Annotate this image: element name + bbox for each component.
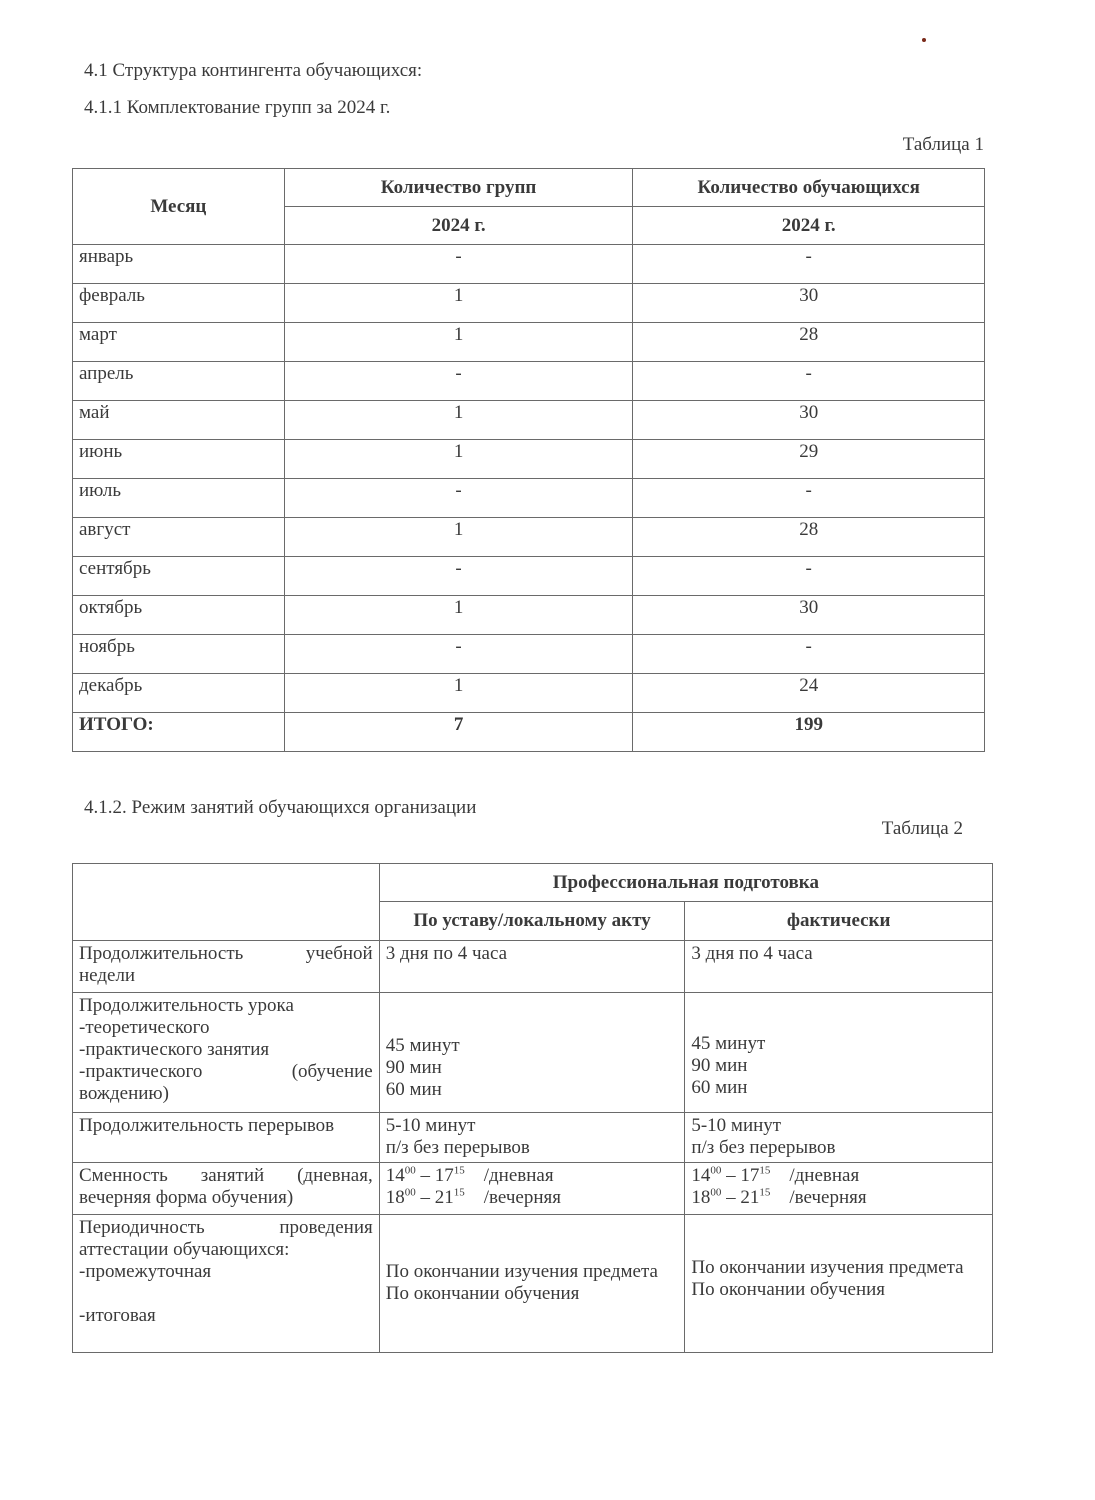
- table-caption-2: Таблица 2: [881, 818, 963, 839]
- lesson-label-1: Продолжительность урока: [79, 995, 294, 1016]
- students-cell: 30: [633, 401, 985, 440]
- groups-cell: 1: [284, 401, 633, 440]
- attestation-actual-1: По окончании изучения предмета: [691, 1257, 964, 1278]
- section-heading-2: 4.1.2. Режим занятий обучающихся организации: [84, 797, 477, 818]
- month-cell: ноябрь: [73, 635, 285, 674]
- breaks-charter-1: 5-10 минут: [385, 1115, 476, 1136]
- table-row: [73, 674, 985, 713]
- table-row: [73, 362, 985, 401]
- header-year-groups: 2024 г.: [284, 207, 633, 245]
- row-shifts: [73, 1163, 993, 1215]
- shift-evening-actual: $18^{00} - 21^{15}$ /вечерняя: [691, 1186, 867, 1208]
- row-week: [73, 941, 993, 993]
- row-attestation: [73, 1215, 993, 1353]
- value-breaks-actual: [685, 1113, 993, 1163]
- header-month: Месяц: [73, 169, 285, 245]
- lesson-actual-1: 45 минут: [691, 1033, 766, 1054]
- month-cell: август: [73, 518, 285, 557]
- header-students: Количество обучающихся: [633, 169, 985, 207]
- month-cell: сентябрь: [73, 557, 285, 596]
- month-cell: февраль: [73, 284, 285, 323]
- groups-cell: 1: [284, 518, 633, 557]
- lesson-charter-3: 60 мин: [385, 1079, 442, 1100]
- label-breaks: Продолжительность перерывов: [73, 1113, 380, 1163]
- groups-cell: 1: [284, 596, 633, 635]
- value-attestation-actual: [685, 1215, 993, 1353]
- label-shifts: Сменность занятий (дневная, вечерняя форма обучения): [73, 1163, 380, 1215]
- value-lesson-actual: [685, 993, 993, 1113]
- students-cell: 28: [633, 518, 985, 557]
- table-row: [73, 635, 985, 674]
- row-breaks: [73, 1113, 993, 1163]
- label-attestation: [73, 1215, 380, 1353]
- total-row: [73, 713, 985, 752]
- table-row: [73, 284, 985, 323]
- groups-cell: -: [284, 557, 633, 596]
- groups-cell: 1: [284, 284, 633, 323]
- label-week: Продолжительность учебной недели: [73, 941, 380, 993]
- header-actual: фактически: [685, 902, 993, 941]
- students-cell: 29: [633, 440, 985, 479]
- groups-cell: -: [284, 362, 633, 401]
- total-label: ИТОГО:: [73, 713, 285, 752]
- lesson-label-4: -практического (обучение вождению): [79, 1061, 373, 1104]
- table-row: [73, 479, 985, 518]
- breaks-actual-2: п/з без перерывов: [691, 1137, 836, 1158]
- attestation-label-3: -итоговая: [79, 1305, 156, 1326]
- section-heading: 4.1 Структура контингента обучающихся:: [84, 60, 423, 81]
- table-caption: Таблица 1: [902, 134, 984, 155]
- students-cell: -: [633, 635, 985, 674]
- row-lesson: [73, 993, 993, 1113]
- total-groups: 7: [284, 713, 633, 752]
- value-attestation-charter: [379, 1215, 685, 1353]
- month-cell: декабрь: [73, 674, 285, 713]
- section-subheading: 4.1.1 Комплектование групп за 2024 г.: [84, 97, 391, 118]
- month-cell: январь: [73, 245, 285, 284]
- table-row: [73, 323, 985, 362]
- table-row: [73, 596, 985, 635]
- attestation-label-2: -промежуточная: [79, 1261, 212, 1282]
- groups-table: [72, 168, 985, 752]
- groups-cell: -: [284, 479, 633, 518]
- header-charter: По уставу/локальному акту: [379, 902, 685, 941]
- lesson-actual-3: 60 мин: [691, 1077, 748, 1098]
- table-row: [73, 245, 985, 284]
- breaks-actual-1: 5-10 минут: [691, 1115, 782, 1136]
- attestation-charter-2: По окончании обучения: [385, 1283, 580, 1304]
- lesson-label-3: -практического занятия: [79, 1039, 270, 1060]
- table-row: [73, 557, 985, 596]
- month-cell: апрель: [73, 362, 285, 401]
- groups-cell: 1: [284, 674, 633, 713]
- groups-cell: -: [284, 635, 633, 674]
- lesson-charter-1: 45 минут: [385, 1035, 460, 1056]
- month-cell: июнь: [73, 440, 285, 479]
- students-cell: 30: [633, 284, 985, 323]
- attestation-charter-1: По окончании изучения предмета: [385, 1261, 658, 1282]
- attestation-label-1: Периодичность проведения аттестации обучающихся:: [79, 1217, 373, 1260]
- value-lesson-charter: [379, 993, 685, 1113]
- groups-cell: 1: [284, 323, 633, 362]
- value-shifts-actual: [685, 1163, 993, 1215]
- month-cell: октябрь: [73, 596, 285, 635]
- total-students: 199: [633, 713, 985, 752]
- lesson-actual-2: 90 мин: [691, 1055, 748, 1076]
- schedule-table: [72, 863, 993, 1353]
- shift-day-actual: $14^{00} - 17^{15}$ /дневная: [691, 1164, 860, 1186]
- attestation-actual-2: По окончании обучения: [691, 1279, 886, 1300]
- students-cell: -: [633, 362, 985, 401]
- value-week-actual: 3 дня по 4 часа: [685, 941, 993, 993]
- value-shifts-charter: [379, 1163, 685, 1215]
- header-year-students: 2024 г.: [633, 207, 985, 245]
- header-empty: [73, 864, 380, 941]
- shift-evening-charter: $18^{00} - 21^{15}$ /вечерняя: [385, 1186, 561, 1208]
- month-cell: март: [73, 323, 285, 362]
- table-row: [73, 401, 985, 440]
- lesson-charter-2: 90 мин: [385, 1057, 442, 1078]
- students-cell: 30: [633, 596, 985, 635]
- table-row: [73, 518, 985, 557]
- value-breaks-charter: [379, 1113, 685, 1163]
- students-cell: 24: [633, 674, 985, 713]
- month-cell: май: [73, 401, 285, 440]
- groups-cell: -: [284, 245, 633, 284]
- groups-cell: 1: [284, 440, 633, 479]
- lesson-label-2: -теоретического: [79, 1017, 210, 1038]
- value-week-charter: 3 дня по 4 часа: [379, 941, 685, 993]
- table-row: [73, 440, 985, 479]
- students-cell: -: [633, 479, 985, 518]
- students-cell: -: [633, 245, 985, 284]
- shift-day-charter: $14^{00} - 17^{15}$ /дневная: [385, 1164, 554, 1186]
- students-cell: -: [633, 557, 985, 596]
- month-cell: июль: [73, 479, 285, 518]
- label-lesson: [73, 993, 380, 1113]
- students-cell: 28: [633, 323, 985, 362]
- ink-speck: [922, 38, 926, 42]
- header-groups: Количество групп: [284, 169, 633, 207]
- header-training: Профессиональная подготовка: [379, 864, 992, 902]
- breaks-charter-2: п/з без перерывов: [385, 1137, 530, 1158]
